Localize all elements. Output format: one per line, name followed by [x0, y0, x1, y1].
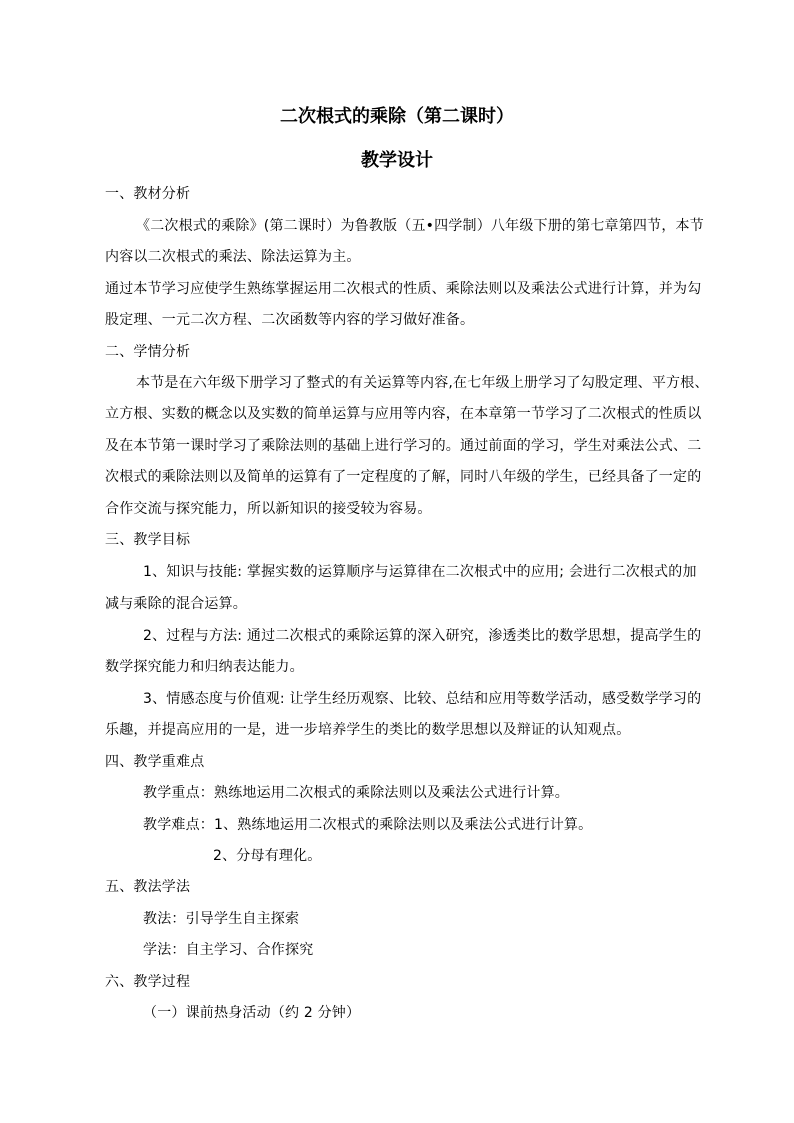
paragraph-line: 立方根、实数的概念以及实数的简单运算与应用等内容，在本章第一节学习了二次根式的性质以	[105, 406, 702, 422]
paragraph-line: 教法：引导学生自主探索	[143, 911, 300, 927]
paragraph-line: 乐趣，并提高应用的一是，进一步培养学生的类比的数学思想以及辩证的认知观点。	[105, 722, 631, 738]
section-heading-key-difficult-points: 四、教学重难点	[105, 754, 205, 770]
paragraph-line: 通过本节学习应使学生熟练掌握运用二次根式的性质、乘除法则以及乘法公式进行计算，并为勾	[105, 281, 702, 297]
section-heading-teaching-process: 六、教学过程	[105, 974, 191, 990]
paragraph-line: 1、知识与技能: 掌握实数的运算顺序与运算律在二次根式中的应用; 会进行二次根式的加	[143, 564, 697, 580]
paragraph-line: 合作交流与探究能力，所以新知识的接受较为容易。	[105, 501, 432, 517]
section-heading-teaching-goals: 三、教学目标	[105, 532, 191, 548]
paragraph-line: 教学难点：1、熟练地运用二次根式的乘除法则以及乘法公式进行计算。	[143, 817, 593, 833]
paragraph-line: 股定理、一元二次方程、二次函数等内容的学习做好准备。	[105, 312, 475, 328]
paragraph-line: 次根式的乘除法则以及简单的运算有了一定程度的了解，同时八年级的学生，已经具备了一定的	[105, 469, 702, 485]
section-heading-learner-analysis: 二、学情分析	[105, 344, 191, 360]
paragraph-line: 《二次根式的乘除》(第二课时）为鲁教版（五•四学制）八年级下册的第七章第四节，本节	[136, 218, 704, 234]
paragraph-line: 2、过程与方法: 通过二次根式的乘除运算的深入研究，渗透类比的数学思想，提高学生的	[143, 628, 702, 644]
paragraph-line: 及在本节第一课时学习了乘除法则的基础上进行学习的。通过前面的学习，学生对乘法公式、二	[105, 438, 702, 454]
section-heading-textbook-analysis: 一、教材分析	[105, 186, 191, 202]
paragraph-line: 减与乘除的混合运算。	[105, 596, 247, 612]
paragraph-line: 本节是在六年级下册学习了整式的有关运算等内容,在七年级上册学习了勾股定理、平方根、	[136, 375, 709, 391]
document-title: 二次根式的乘除（第二课时）	[280, 106, 514, 127]
section-heading-methods: 五、教法学法	[105, 879, 191, 895]
paragraph-line: 内容以二次根式的乘法、除法运算为主。	[105, 249, 361, 265]
paragraph-line: （一）课前热身活动（约 2 分钟）	[143, 1005, 361, 1021]
paragraph-line: 数学探究能力和归纳表达能力。	[105, 659, 304, 675]
document-subtitle: 教学设计	[361, 150, 433, 171]
paragraph-line: 2、分母有理化。	[213, 848, 322, 864]
paragraph-line: 学法：自主学习、合作探究	[143, 942, 314, 958]
paragraph-line: 教学重点：熟练地运用二次根式的乘除法则以及乘法公式进行计算。	[143, 785, 569, 801]
paragraph-line: 3、情感态度与价值观: 让学生经历观察、比较、总结和应用等数学活动，感受数学学习的	[143, 691, 702, 707]
